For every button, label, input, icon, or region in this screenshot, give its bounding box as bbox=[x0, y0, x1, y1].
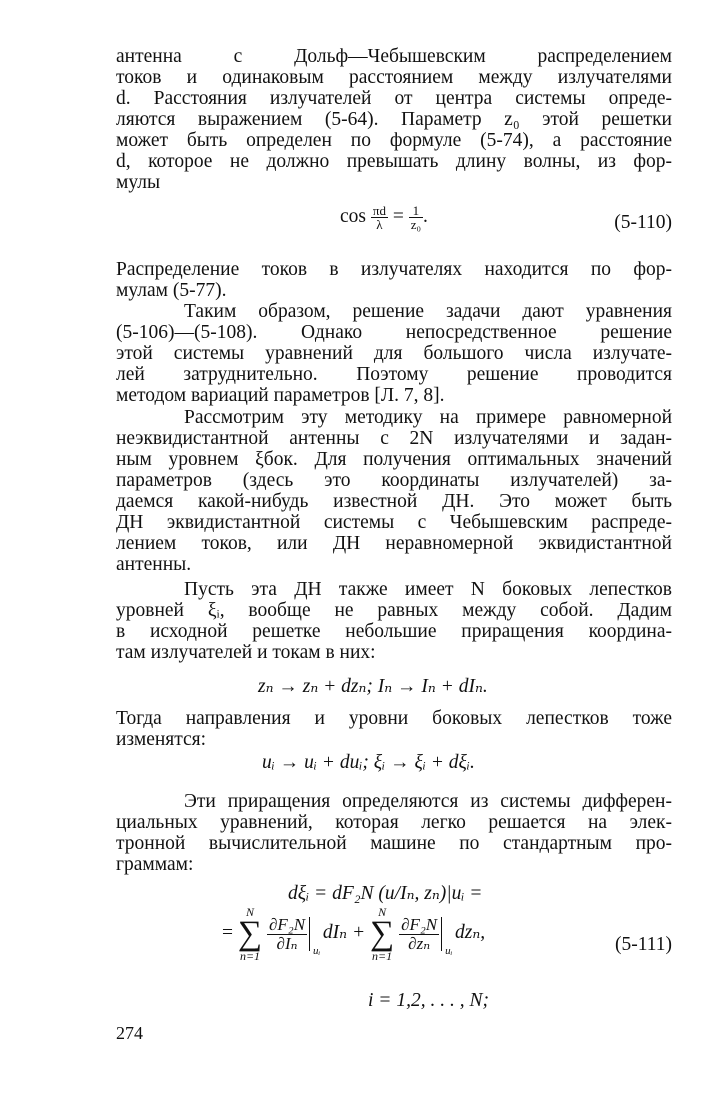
text-line: изменятся: bbox=[116, 729, 207, 750]
text-line: мулы bbox=[116, 172, 161, 193]
equation-number: (5-111) bbox=[614, 934, 672, 955]
paragraph-2 bbox=[116, 259, 672, 301]
text-line: в исходной решетке небольшие приращения координа- bbox=[116, 621, 672, 642]
text-line: антенна с Дольф—Чебышевским распределением bbox=[116, 46, 672, 67]
text-line: Тогда направления и уровни боковых лепестков тоже bbox=[116, 708, 672, 729]
text-line: Пусть эта ДН также имеет N боковых лепестков bbox=[184, 579, 672, 600]
paragraph-1 bbox=[116, 46, 672, 193]
equation-number: (5-110) bbox=[614, 212, 672, 233]
text-line: циальных уравнений, которая легко решается на элек- bbox=[116, 812, 672, 833]
summation: N ∑ n=1 bbox=[237, 905, 263, 963]
page-number: 274 bbox=[116, 1023, 143, 1043]
text-line: Эти приращения определяются из системы дифферен- bbox=[184, 791, 672, 812]
equation-increment-z: zₙ → zₙ + dzₙ; Iₙ → Iₙ + dIₙ. bbox=[258, 676, 488, 697]
text-line: d, которое не должно превышать длину волны, из фор- bbox=[116, 151, 672, 172]
equation-5-111-line3: i = 1,2, . . . , N; bbox=[368, 990, 489, 1011]
evaluation-bar: uᵢ bbox=[441, 917, 442, 951]
fraction: $\frac{1}{\text{z₀}}$ bbox=[410, 203, 422, 232]
text-line: неэквидистантной антенны с 2N излучателями и задан- bbox=[116, 428, 672, 449]
paragraph-6 bbox=[116, 708, 672, 750]
equation-5-111-line1: dξᵢ = dF₂N (u/Iₙ, zₙ)|uᵢ = bbox=[288, 883, 483, 904]
text-line: этой системы уравнений для большого числа излучате- bbox=[116, 343, 672, 364]
equation-increment-u: uᵢ → uᵢ + duᵢ; ξᵢ → ξᵢ + dξᵢ. bbox=[262, 752, 475, 773]
summation: N ∑ n=1 bbox=[369, 905, 395, 963]
text-line: лением токов, или ДН неравномерной эквидистантной bbox=[116, 533, 672, 554]
evaluation-bar: uᵢ bbox=[309, 917, 310, 951]
text-line: даемся какой-нибудь известной ДН. Это может быть bbox=[116, 491, 672, 512]
equation-5-110: cos $\frac{\pi d}{\lambda}$ = $\frac{1}{\text{z₀}}$ . bbox=[340, 203, 428, 232]
fraction: $\frac{\pi d}{\lambda}$ bbox=[372, 203, 386, 232]
text-line: (5-106)—(5-108). Однако непосредственное решение bbox=[116, 322, 672, 343]
text-line: токов и одинаковым расстоянием между излучателями bbox=[116, 67, 672, 88]
text-line: антенны. bbox=[116, 554, 192, 575]
text-line: лей затруднительно. Поэтому решение проводится bbox=[116, 364, 672, 385]
text-line: ным уровнем ξбок. Для получения оптимальных значений bbox=[116, 449, 672, 470]
text-line: тронной вычислительной машине по стандартным про- bbox=[116, 833, 672, 854]
partial-derivative: $\frac{\text{∂F₂N}}{\text{∂Iₙ}}$ bbox=[269, 914, 306, 953]
text-line: граммам: bbox=[116, 854, 194, 875]
text-line: d. Расстояния излучателей от центра системы опреде- bbox=[116, 88, 672, 109]
text-line: мулам (5-77). bbox=[116, 280, 227, 301]
equation-5-111-line2: = N ∑ n=1 $\frac{\text{∂F₂N}}{\text{∂Iₙ}}$ uᵢ dIₙ + N ∑ n=1 $\frac{\text{∂F₂N}}{\text{∂zₙ}}$ uᵢ dzₙ, bbox=[222, 905, 486, 963]
text-line: там излучателей и токам в них: bbox=[116, 642, 376, 663]
paragraph-5 bbox=[116, 579, 672, 663]
text-line: Распределение токов в излучателях находится по фор- bbox=[116, 259, 672, 280]
text-line: может быть определен по формуле (5-74), а расстояние bbox=[116, 130, 672, 151]
partial-derivative: $\frac{\text{∂F₂N}}{\text{∂zₙ}}$ bbox=[401, 914, 438, 953]
text-line: параметров (здесь это координаты излучателей) за- bbox=[116, 470, 672, 491]
text-line: уровней ξᵢ, вообще не равных между собой. Дадим bbox=[116, 600, 672, 621]
text-line: ляются выражением (5-64). Параметр z₀ этой решетки bbox=[116, 109, 672, 130]
paragraph-7 bbox=[116, 791, 672, 875]
paragraph-4 bbox=[116, 407, 672, 575]
text-line: Рассмотрим эту методику на примере равномерной bbox=[184, 407, 672, 428]
paragraph-3 bbox=[116, 301, 672, 406]
text-line: ДН эквидистантной системы с Чебышевским распреде- bbox=[116, 512, 672, 533]
text-line: методом вариаций параметров [Л. 7, 8]. bbox=[116, 385, 445, 406]
text-line: Таким образом, решение задачи дают уравнения bbox=[184, 301, 672, 322]
